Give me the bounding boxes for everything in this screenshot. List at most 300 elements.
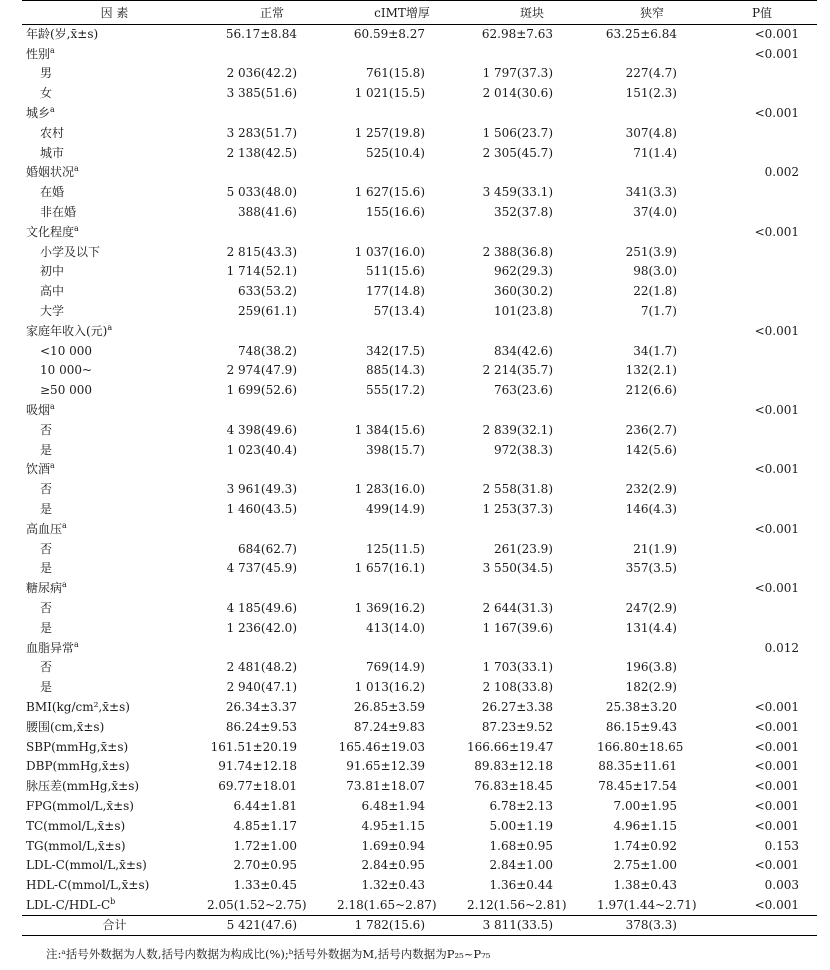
factor-cell <box>22 856 207 876</box>
cimt-cell: 165.46±19.03 <box>338 739 425 754</box>
normal-cell: 2.05(1.52~2.75) <box>207 897 307 912</box>
table-row <box>22 401 817 421</box>
stenosis-cell: 71(1.4) <box>633 145 677 160</box>
cimt-cell: 1 283(16.0) <box>354 482 425 497</box>
table-row <box>22 519 817 539</box>
total-row <box>22 915 817 935</box>
factor-cell <box>22 717 207 737</box>
cimt-cell <box>337 44 467 64</box>
footnote-marker: b <box>110 896 116 906</box>
plaque-cell: 2.12(1.56~2.81) <box>467 897 567 912</box>
factor-label: 10 000~ <box>40 363 93 378</box>
normal-cell: 1 236(42.0) <box>226 620 297 635</box>
factor-cell <box>22 64 207 84</box>
plaque-cell: 2 839(32.1) <box>482 422 553 437</box>
stenosis-cell: 63.25±6.84 <box>605 27 677 42</box>
factor-label: 饮酒 <box>26 462 51 477</box>
plaque-cell: 972(38.3) <box>494 442 553 457</box>
p-value-cell: <0.001 <box>754 759 799 774</box>
table-row <box>22 262 817 282</box>
factor-cell <box>22 25 207 45</box>
p-value-cell <box>707 302 817 322</box>
factor-label: 家庭年收入(元) <box>26 323 108 338</box>
plaque-cell <box>467 401 597 421</box>
factor-cell <box>22 341 207 361</box>
p-value-cell <box>707 420 817 440</box>
normal-cell <box>207 519 337 539</box>
normal-cell <box>207 401 337 421</box>
normal-cell: 1 699(52.6) <box>226 383 297 398</box>
p-value-cell <box>707 539 817 559</box>
stenosis-cell: 251(3.9) <box>625 244 677 259</box>
footnote-marker: a <box>50 402 55 412</box>
factor-label: 城乡 <box>26 106 51 121</box>
plaque-cell: 1 167(39.6) <box>482 620 553 635</box>
table-row <box>22 836 817 856</box>
cimt-cell: 6.48±1.94 <box>361 798 425 813</box>
p-value-cell: <0.001 <box>754 858 799 873</box>
data-table <box>22 0 817 936</box>
plaque-cell <box>467 222 597 242</box>
header-row <box>22 1 817 25</box>
p-value-cell: <0.001 <box>754 27 799 42</box>
normal-cell: 1 714(52.1) <box>226 264 297 279</box>
cimt-cell: 125(11.5) <box>366 541 425 556</box>
factor-label: 是 <box>40 442 53 457</box>
table-row <box>22 678 817 698</box>
normal-cell: 4 185(49.6) <box>226 601 297 615</box>
factor-label: 高中 <box>40 284 65 299</box>
factor-cell <box>22 618 207 638</box>
stenosis-cell <box>597 163 707 183</box>
stenosis-cell: 196(3.8) <box>625 660 677 675</box>
cimt-cell: 1 037(16.0) <box>354 244 425 259</box>
table-row <box>22 579 817 599</box>
factor-label: TG(mmol/L,x̄±s) <box>26 838 126 853</box>
cimt-cell: 2.84±0.95 <box>361 858 425 873</box>
stenosis-cell: 227(4.7) <box>625 66 677 81</box>
p-value-cell <box>707 500 817 520</box>
stenosis-cell: 1.97(1.44~2.71) <box>597 897 697 912</box>
p-value-cell <box>707 915 817 935</box>
normal-cell: 259(61.1) <box>238 304 297 319</box>
table-row <box>22 816 817 836</box>
factor-label: 否 <box>40 422 53 437</box>
footnote-marker: a <box>62 580 67 590</box>
cimt-cell: 342(17.5) <box>366 343 425 358</box>
p-value-cell: <0.001 <box>754 46 799 61</box>
normal-cell: 1 023(40.4) <box>226 442 297 457</box>
cimt-cell: 499(14.9) <box>366 502 425 517</box>
plaque-cell: 2.84±1.00 <box>489 858 553 873</box>
p-value-cell <box>707 599 817 619</box>
plaque-cell: 2 558(31.8) <box>482 482 553 497</box>
plaque-cell: 261(23.9) <box>494 541 553 556</box>
normal-cell: 69.77±18.01 <box>218 779 297 794</box>
plaque-cell: 962(29.3) <box>494 264 553 279</box>
cimt-cell <box>337 579 467 599</box>
factor-label: 血脂异常 <box>26 640 75 655</box>
factor-cell <box>22 915 207 935</box>
stenosis-cell: 236(2.7) <box>625 422 677 437</box>
cimt-cell: 398(15.7) <box>366 442 425 457</box>
table-row <box>22 44 817 64</box>
factor-label: 吸烟 <box>26 403 51 418</box>
header-p-value: P值 <box>707 1 817 25</box>
stenosis-cell: 232(2.9) <box>625 482 677 497</box>
p-value-cell <box>707 559 817 579</box>
table-row <box>22 698 817 718</box>
table-row <box>22 203 817 223</box>
plaque-cell: 76.83±18.45 <box>474 779 553 794</box>
normal-cell: 2 974(47.9) <box>226 363 297 378</box>
normal-cell: 5 033(48.0) <box>226 185 297 200</box>
cimt-cell <box>337 460 467 480</box>
table-row <box>22 717 817 737</box>
normal-cell: 3 385(51.6) <box>226 86 297 101</box>
table-row <box>22 876 817 896</box>
factor-cell <box>22 282 207 302</box>
cimt-cell: 4.95±1.15 <box>361 818 425 833</box>
table-row <box>22 856 817 876</box>
plaque-cell: 166.66±19.47 <box>467 739 554 754</box>
plaque-cell: 87.23±9.52 <box>481 719 553 734</box>
table-row <box>22 143 817 163</box>
cimt-cell: 1 013(16.2) <box>354 680 425 695</box>
cimt-cell: 413(14.0) <box>366 620 425 635</box>
factor-label: 性别 <box>26 46 51 61</box>
stenosis-cell: 357(3.5) <box>625 561 677 576</box>
p-value-cell <box>707 183 817 203</box>
p-value-cell: 0.003 <box>764 878 799 893</box>
p-value-cell <box>707 123 817 143</box>
stenosis-cell: 22(1.8) <box>633 284 677 299</box>
cimt-cell: 91.65±12.39 <box>346 759 425 774</box>
stenosis-cell: 182(2.9) <box>625 680 677 695</box>
factor-label: 年龄(岁,x̄±s) <box>26 27 99 42</box>
stenosis-cell <box>597 519 707 539</box>
factor-cell <box>22 361 207 381</box>
normal-cell: 388(41.6) <box>238 205 297 220</box>
header-stenosis: 狭窄 <box>597 1 707 25</box>
p-value-cell: <0.001 <box>754 719 799 734</box>
factor-label: 城市 <box>40 145 65 160</box>
p-value-cell <box>707 440 817 460</box>
factor-cell <box>22 302 207 322</box>
cimt-cell: 1 782(15.6) <box>337 915 467 935</box>
stenosis-cell: 151(2.3) <box>625 86 677 101</box>
table-row <box>22 420 817 440</box>
table-row <box>22 896 817 916</box>
plaque-cell: 62.98±7.63 <box>481 27 553 42</box>
cimt-cell <box>337 321 467 341</box>
factor-label: 婚姻状况 <box>26 165 75 180</box>
factor-cell <box>22 183 207 203</box>
normal-cell: 161.51±20.19 <box>210 739 297 754</box>
plaque-cell: 3 811(33.5) <box>467 915 597 935</box>
factor-cell <box>22 262 207 282</box>
cimt-cell: 1 384(15.6) <box>354 422 425 437</box>
factor-label: 女 <box>40 86 53 101</box>
cimt-cell: 155(16.6) <box>366 205 425 220</box>
table-body <box>22 25 817 936</box>
p-value-cell: <0.001 <box>754 403 799 418</box>
factor-cell <box>22 599 207 619</box>
plaque-cell <box>467 579 597 599</box>
p-value-cell: <0.001 <box>754 818 799 833</box>
normal-cell: 4 398(49.6) <box>226 422 297 437</box>
p-value-cell: <0.001 <box>754 739 799 754</box>
footnote-marker: a <box>50 105 55 115</box>
factor-label: 合计 <box>102 917 127 932</box>
footnote-marker: a <box>107 322 113 332</box>
factor-label: 是 <box>40 561 53 576</box>
cimt-cell: 60.59±8.27 <box>353 27 425 42</box>
table-row <box>22 64 817 84</box>
factor-cell <box>22 321 207 341</box>
normal-cell: 684(62.7) <box>238 541 297 556</box>
p-value-cell: <0.001 <box>754 462 799 477</box>
p-value-cell <box>707 361 817 381</box>
stenosis-cell: 2.75±1.00 <box>613 858 677 873</box>
p-value-cell <box>707 341 817 361</box>
plaque-cell: 26.27±3.38 <box>481 699 553 714</box>
factor-cell <box>22 519 207 539</box>
factor-label: 否 <box>40 541 53 556</box>
factor-cell <box>22 203 207 223</box>
cimt-cell: 26.85±3.59 <box>353 699 425 714</box>
factor-cell <box>22 163 207 183</box>
plaque-cell: 352(37.8) <box>494 205 553 220</box>
stenosis-cell: 21(1.9) <box>633 541 677 556</box>
plaque-cell: 1.36±0.44 <box>489 878 553 893</box>
normal-cell <box>207 222 337 242</box>
factor-label: 男 <box>40 66 53 81</box>
factor-cell <box>22 500 207 520</box>
cimt-cell: 885(14.3) <box>366 363 425 378</box>
plaque-cell: 2 108(33.8) <box>482 680 553 695</box>
p-value-cell: <0.001 <box>754 798 799 813</box>
header-factor: 因 素 <box>22 1 207 25</box>
normal-cell: 4.85±1.17 <box>233 818 297 833</box>
stenosis-cell: 378(3.3) <box>597 915 707 935</box>
factor-label: BMI(kg/cm²,x̄±s) <box>26 699 130 714</box>
factor-label: FPG(mmol/L,x̄±s) <box>26 798 134 813</box>
factor-label: TC(mmol/L,x̄±s) <box>26 818 126 833</box>
normal-cell: 1.72±1.00 <box>233 838 297 853</box>
plaque-cell: 834(42.6) <box>494 343 553 358</box>
cimt-cell: 761(15.8) <box>366 66 425 81</box>
stenosis-cell: 307(4.8) <box>625 125 677 140</box>
p-value-cell <box>707 480 817 500</box>
table-row <box>22 321 817 341</box>
stenosis-cell <box>597 460 707 480</box>
stenosis-cell <box>597 222 707 242</box>
stenosis-cell: 7(1.7) <box>640 304 677 319</box>
table-row <box>22 302 817 322</box>
stenosis-cell: 98(3.0) <box>633 264 677 279</box>
footnote-marker: a <box>74 164 79 174</box>
cimt-cell: 1 021(15.5) <box>354 86 425 101</box>
factor-cell <box>22 104 207 124</box>
p-value-cell <box>707 84 817 104</box>
plaque-cell: 2 014(30.6) <box>482 86 553 101</box>
table-row <box>22 777 817 797</box>
table-row <box>22 341 817 361</box>
p-value-cell: <0.001 <box>754 106 799 121</box>
factor-cell <box>22 401 207 421</box>
stenosis-cell <box>597 104 707 124</box>
p-value-cell <box>707 64 817 84</box>
cimt-cell: 2.18(1.65~2.87) <box>337 897 437 912</box>
factor-cell <box>22 737 207 757</box>
factor-label: 农村 <box>40 125 65 140</box>
normal-cell: 4 737(45.9) <box>226 561 297 576</box>
plaque-cell: 763(23.6) <box>494 383 553 398</box>
p-value-cell: <0.001 <box>754 323 799 338</box>
p-value-cell: 0.012 <box>764 640 799 655</box>
normal-cell: 2 815(43.3) <box>226 244 297 259</box>
header-plaque: 斑块 <box>467 1 597 25</box>
factor-label: 小学及以下 <box>40 244 101 259</box>
p-value-cell <box>707 143 817 163</box>
cimt-cell: 1 257(19.8) <box>354 125 425 140</box>
cimt-cell: 73.81±18.07 <box>346 779 425 794</box>
plaque-cell <box>467 44 597 64</box>
factor-cell <box>22 123 207 143</box>
stenosis-cell: 88.35±11.61 <box>598 759 677 774</box>
normal-cell: 633(53.2) <box>238 284 297 299</box>
normal-cell <box>207 638 337 658</box>
p-value-cell: <0.001 <box>754 779 799 794</box>
plaque-cell: 360(30.2) <box>494 284 553 299</box>
normal-cell: 2.70±0.95 <box>233 858 297 873</box>
table-row <box>22 480 817 500</box>
table-row <box>22 222 817 242</box>
table-row <box>22 84 817 104</box>
p-value-cell <box>707 381 817 401</box>
table-row <box>22 638 817 658</box>
plaque-cell: 3 550(34.5) <box>482 561 553 576</box>
table-row <box>22 123 817 143</box>
plaque-cell <box>467 104 597 124</box>
table-row <box>22 183 817 203</box>
cimt-cell: 525(10.4) <box>366 145 425 160</box>
factor-cell <box>22 222 207 242</box>
plaque-cell: 1 703(33.1) <box>482 660 553 675</box>
p-value-cell <box>707 658 817 678</box>
stenosis-cell: 212(6.6) <box>625 383 677 398</box>
cimt-cell: 87.24±9.83 <box>353 719 425 734</box>
header-cimt: cIMT增厚 <box>337 1 467 25</box>
plaque-cell: 2 388(36.8) <box>482 244 553 259</box>
factor-label: 高血压 <box>26 521 63 536</box>
plaque-cell: 2 644(31.3) <box>482 601 553 615</box>
p-value-cell <box>707 282 817 302</box>
normal-cell: 2 940(47.1) <box>226 680 297 695</box>
factor-label: 否 <box>40 601 53 615</box>
normal-cell <box>207 104 337 124</box>
cimt-cell <box>337 163 467 183</box>
factor-label: 是 <box>40 680 53 695</box>
factor-label: 是 <box>40 502 53 517</box>
header-normal: 正常 <box>207 1 337 25</box>
stenosis-cell <box>597 401 707 421</box>
plaque-cell: 1 253(37.3) <box>482 502 553 517</box>
footnote-marker: a <box>50 461 55 471</box>
p-value-cell <box>707 203 817 223</box>
factor-cell <box>22 84 207 104</box>
table-row <box>22 737 817 757</box>
plaque-cell: 2 214(35.7) <box>482 363 553 378</box>
factor-cell <box>22 698 207 718</box>
normal-cell <box>207 163 337 183</box>
factor-cell <box>22 579 207 599</box>
normal-cell: 5 421(47.6) <box>207 915 337 935</box>
table-row <box>22 361 817 381</box>
factor-cell <box>22 539 207 559</box>
table-row <box>22 242 817 262</box>
cimt-cell <box>337 519 467 539</box>
stenosis-cell <box>597 579 707 599</box>
factor-label: 否 <box>40 482 53 497</box>
stenosis-cell <box>597 44 707 64</box>
factor-label: HDL-C(mmol/L,x̄±s) <box>26 878 150 893</box>
factor-cell <box>22 381 207 401</box>
p-value-cell <box>707 678 817 698</box>
factor-cell <box>22 638 207 658</box>
p-value-cell: 0.153 <box>764 838 799 853</box>
cimt-cell <box>337 222 467 242</box>
p-value-cell <box>707 262 817 282</box>
normal-cell: 1 460(43.5) <box>226 502 297 517</box>
cimt-cell: 1 369(16.2) <box>354 601 425 615</box>
footnote-marker: a <box>50 45 55 55</box>
table-row <box>22 104 817 124</box>
cimt-cell <box>337 104 467 124</box>
table-row <box>22 460 817 480</box>
stenosis-cell: 25.38±3.20 <box>605 699 677 714</box>
factor-cell <box>22 757 207 777</box>
factor-cell <box>22 777 207 797</box>
table-row <box>22 797 817 817</box>
footnote-marker: a <box>62 520 67 530</box>
cimt-cell: 177(14.8) <box>366 284 425 299</box>
normal-cell: 1.33±0.45 <box>233 878 297 893</box>
factor-label: 在婚 <box>40 185 65 200</box>
normal-cell: 91.74±12.18 <box>218 759 297 774</box>
factor-cell <box>22 896 207 916</box>
factor-label: DBP(mmHg,x̄±s) <box>26 759 130 774</box>
factor-cell <box>22 678 207 698</box>
stenosis-cell: 247(2.9) <box>625 601 677 615</box>
p-value-cell: <0.001 <box>754 897 799 912</box>
normal-cell: 56.17±8.84 <box>225 27 297 42</box>
stenosis-cell: 166.80±18.65 <box>597 739 684 754</box>
table-row <box>22 559 817 579</box>
normal-cell: 2 138(42.5) <box>226 145 297 160</box>
table-row <box>22 599 817 619</box>
cimt-cell: 769(14.9) <box>366 660 425 675</box>
cimt-cell: 57(13.4) <box>373 304 425 319</box>
p-value-cell: <0.001 <box>754 581 799 596</box>
factor-label: 初中 <box>40 264 65 279</box>
factor-label: <10 000 <box>40 343 93 358</box>
stenosis-cell: 131(4.4) <box>625 620 677 635</box>
factor-label: SBP(mmHg,x̄±s) <box>26 739 129 754</box>
factor-label: 糖尿病 <box>26 581 63 596</box>
cimt-cell: 1 657(16.1) <box>354 561 425 576</box>
